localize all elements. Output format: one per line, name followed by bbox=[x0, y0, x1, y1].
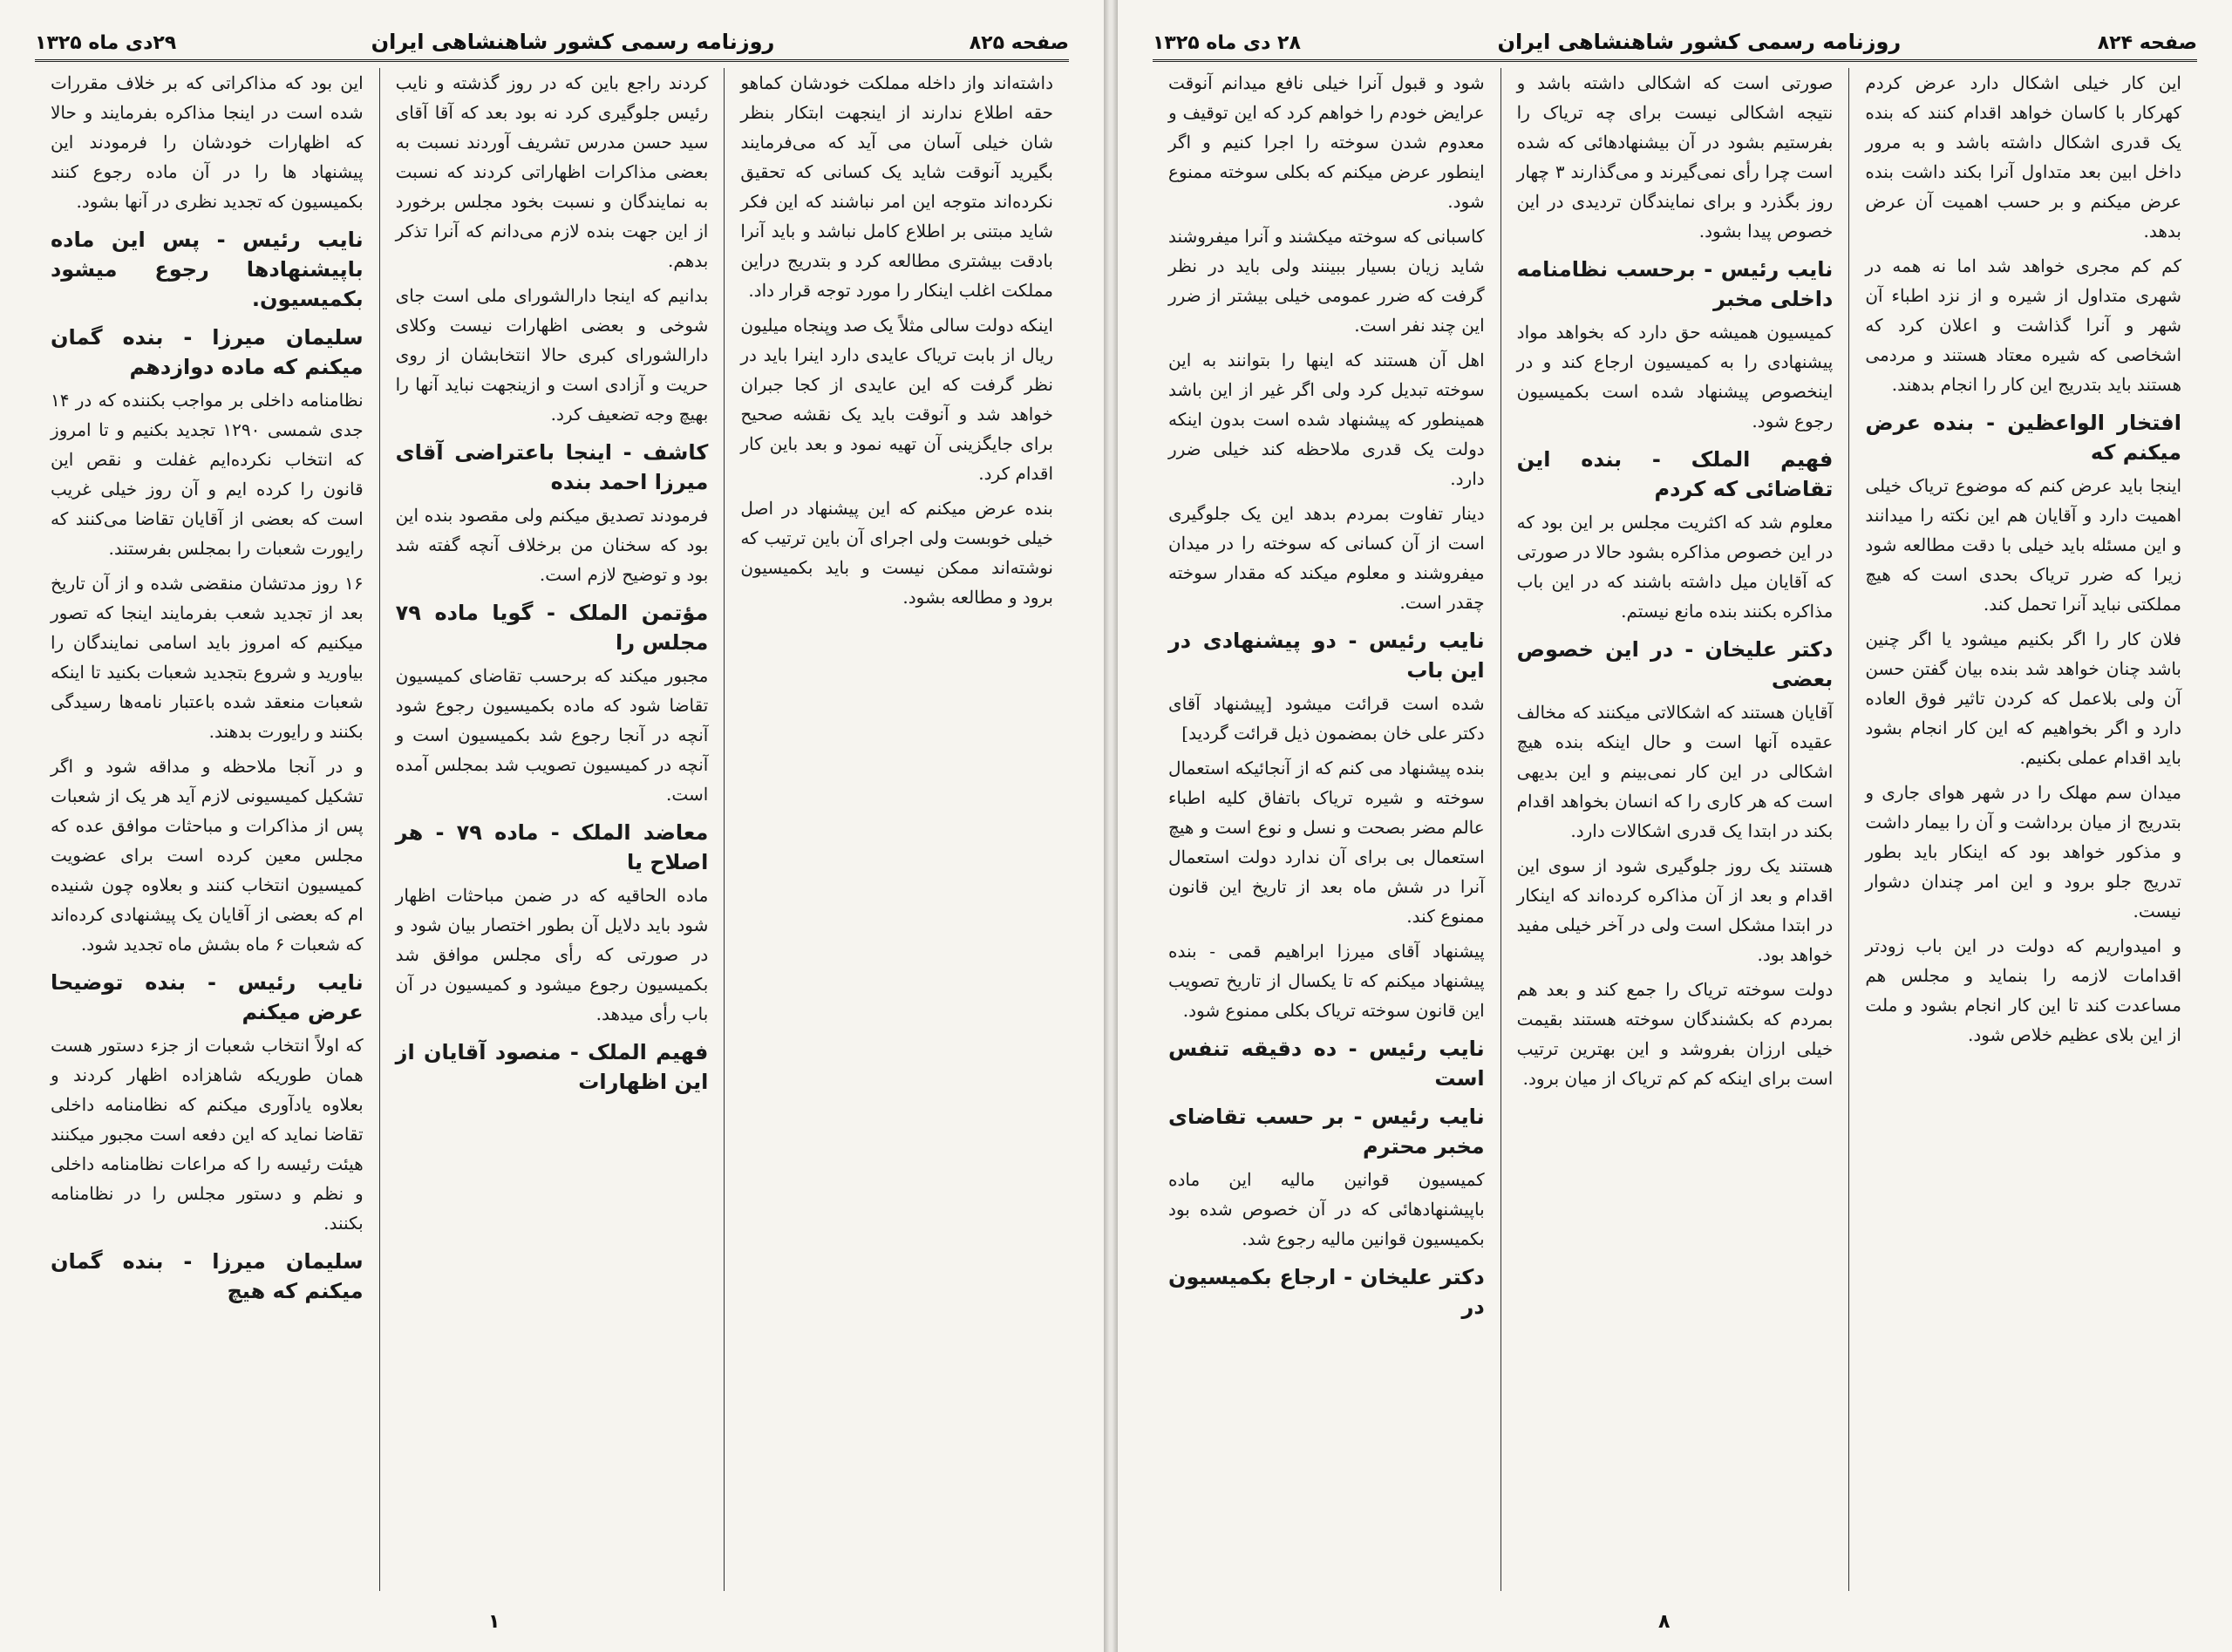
left-page-columns bbox=[35, 68, 1069, 1591]
right-page-label: صفحه ۸۲۴ bbox=[2097, 32, 2197, 54]
speaker-heading: نایب رئیس - ده دقیقه تنفس است bbox=[1167, 1037, 1485, 1091]
paragraph: شود و قبول آنرا خیلی نافع میدانم آنوقت عرایض خودم را خواهم کرد که این توقیف و معدوم شدن سوخته را اجرا کنیم و اگر اینطور عرض میکنم که بکلی سوخته ممنوع شود. bbox=[1167, 72, 1485, 212]
speaker-heading: نایب رئیس - بر حسب تقاضای مخبر محترم bbox=[1167, 1105, 1485, 1159]
paragraph: صورتی است که اشکالی داشته باشد و نتیجه اشکالی نیست برای چه تریاک را بفرستیم بشود در آن بیشنهادهائی که شده است چرا رأی نمی‌گیرند و می‌گذارند ۳ چهار روز بگذرد و برای نمایندگان تردیدی در این خصوص پیدا بشود. bbox=[1516, 72, 1834, 241]
paragraph: ماده الحاقیه که در ضمن مباحثات اظهار شود باید دلایل آن بطور اختصار بیان شود و در صورتی که رأی مجلس موافق شد بکمیسیون رجوع میشود و کمیسیون در آن باب رأی میدهد. bbox=[395, 885, 709, 1024]
left-page-footer-number: ۱ bbox=[488, 1611, 500, 1633]
paragraph: بنده عرض میکنم که این پیشنهاد در اصل خیلی خوبست ولی اجرای آن باین ترتیب که نوشته‌اند ممکن نیست و باید بکمیسیون برود و مطالعه بشود. bbox=[740, 498, 1053, 608]
speaker-heading: فهیم الملک - بنده این تقاضائی که کردم bbox=[1516, 447, 1834, 501]
speaker-heading: نایب رئیس - دو پیشنهادی در این باب bbox=[1167, 629, 1485, 683]
paragraph: بنده پیشنهاد می کنم که از آنجائیکه استعمال سوخته و شیره تریاک باتفاق کلیه اطباء عالم مضر بصحت و نسل و نوع است و هیچ استعمال بی برای آن ندارد دولت استعمال آنرا در شش ماه بعد از تاریخ این قانون ممنوع کند. bbox=[1167, 758, 1485, 927]
paragraph: کم کم مجری خواهد شد اما نه همه در شهری متداول از شیره و از نزد اطباء آن شهر و آنرا گذاشت و اعلان کرد که اشخاصی که شیره معتاد هستند و مردمی هستند باید بتدریج این کار را انجام بدهند. bbox=[1865, 255, 2181, 395]
paragraph: اینجا باید عرض کنم که موضوع تریاک خیلی اهمیت دارد و آقایان هم این نکته را میدانند و این مسئله باید خیلی با دقت مطالعه شود زیرا که ضرر تریاک بحدی است که هیچ مملکتی نباید آنرا تحمل کند. bbox=[1865, 475, 2181, 615]
paragraph: و امیدواریم که دولت در این باب زودتر اقدامات لازمه را بنماید و مجلس هم مساعدت کند تا این کار انجام بشود و ملت از این بلای عظیم خلاص شود. bbox=[1865, 935, 2181, 1045]
right-page-header bbox=[1153, 23, 2197, 62]
paragraph: آقایان هستند که اشکالاتی میکنند که مخالف عقیده آنها است و حال اینکه بنده هیچ اشکالی در این کار نمی‌بینم و این بدیهی است که هر کاری را که انسان بخواهد اقدام بکند در ابتدا یک قدری اشکالات دارد. bbox=[1516, 702, 1834, 841]
right-page-column bbox=[1848, 68, 2197, 1591]
paragraph: داشته‌اند واز داخله مملکت خودشان کماهو حقه اطلاع ندارند از اینجهت ابتکار بنظر شان خیلی آسان می آید که می‌فرمایند بگیرید آنوقت شاید یک کسانی که تحقیق نکرده‌اند متوجه این امر نباشند که این فکر شاید مبتنی بر اطلاع کامل نباشد و باید آنرا بادقت بیشتری مطالعه کرد و بتدریج دراین مملکت اغلب اینکار را مورد توجه قرار داد. bbox=[740, 72, 1053, 301]
speaker-heading: دکتر علیخان - در این خصوص بعضی bbox=[1516, 637, 1834, 691]
right-page-footer-number: ۸ bbox=[1658, 1611, 1671, 1633]
left-page-date: ۲۹دی ماه ۱۳۲۵ bbox=[35, 32, 177, 54]
paragraph: کردند راجع باین که در روز گذشته و نایب رئیس جلوگیری کرد نه بود بعد که آقا آقای سید حسن مدرس تشریف آوردند نسبت به بعضی مذاکرات اظهاراتی کردند که نسبت به نمایندگان و نسبت بخود مجلس برخورد از این جهت بنده لازم می‌دانم که آنرا تذکر بدهم. bbox=[395, 72, 709, 271]
right-page-columns bbox=[1153, 68, 2197, 1591]
paragraph: کمیسیون قوانین مالیه این ماده باپیشنهادهائی که در آن خصوص شده بود بکمیسیون قوانین مالیه رجوع شد. bbox=[1167, 1169, 1485, 1249]
paragraph: ۱۶ روز مدتشان منقضی شده و از آن تاریخ بعد از تجدید شعب بفرمایند اینجا که تصور میکنیم که امروز باید اسامی نمایندگان را بیاورید و شروع بتجدید شعبات بکنید تا اینکه شعبات منعقد شده باعتبار نامه‌ها رسیدگی بکنند و رایورت بدهند. bbox=[50, 573, 364, 742]
speaker-heading: نایب رئیس - بنده توضیحا عرض میکنم bbox=[50, 970, 364, 1024]
speaker-heading: سلیمان میرزا - بنده گمان میکنم که هیچ bbox=[50, 1249, 364, 1303]
speaker-heading: دکتر علیخان - ارجاع بکمیسیون در bbox=[1167, 1265, 1485, 1319]
speaker-heading: نایب رئیس - برحسب نظامنامه داخلی مخبر bbox=[1516, 257, 1834, 311]
speaker-heading: معاضد الملک - ماده ۷۹ - هر اصلاح یا bbox=[395, 820, 709, 874]
left-page bbox=[0, 0, 1104, 1652]
paragraph: این کار خیلی اشکال دارد عرض کردم کهرکار با کاسان خواهد اقدام کنند که بنده یک قدری اشکال داشته باشد و به مرور داخل ابین بعد متداول آنرا بکند داشت بنده عرض میکنم و بر حسب اهمیت آن عرض بدهد. bbox=[1865, 72, 2182, 241]
left-page-column bbox=[379, 68, 725, 1591]
speaker-heading: فهیم الملک - منصود آقایان از این اظهارات bbox=[395, 1040, 709, 1094]
left-page-title: روزنامه رسمی کشور شاهنشاهی ایران bbox=[371, 30, 775, 54]
paragraph: هستند یک روز جلوگیری شود از سوی این اقدام و بعد از آن مذاکره کرده‌اند که اینکار در ابتدا مشکل است ولی در آخر خیلی مفید خواهد بود. bbox=[1516, 855, 1834, 965]
page-gutter bbox=[1104, 0, 1118, 1652]
right-page bbox=[1118, 0, 2232, 1652]
left-page-column bbox=[35, 68, 379, 1591]
speaker-heading: سلیمان میرزا - بنده گمان میکنم که ماده دوازدهم bbox=[50, 325, 364, 379]
left-page-header bbox=[35, 23, 1069, 62]
paragraph: کاسبانی که سوخته میکشند و آنرا میفروشند شاید زیان بسیار ببینند ولی باید در نظر گرفت که ضرر عمومی خیلی بیشتر از ضرر این چند نفر است. bbox=[1167, 226, 1485, 336]
paragraph: و در آنجا ملاحظه و مداقه شود و اگر تشکیل کمیسیونی لازم آید هر یک از شعبات پس از مذاکرات و مباحثات موافق عده که مجلس معین کرده است برای عضویت کمیسیون انتخاب کنند و بعلاوه چون شنیده ام که بعضی از آقایان یک پیشنهادی کرده‌اند که شعبات ۶ ماه بشش ماه تجدید شود. bbox=[50, 756, 364, 955]
paragraph: فلان کار را اگر بکنیم میشود یا اگر چنین باشد چنان خواهد شد بنده بیان گفتن حسن آن ولی بلاعمل که کردن تاثیر فوق العاده دارد و اگر بخواهیم که این کار انجام بشود باید اقدام عملی بکنیم. bbox=[1865, 629, 2181, 768]
paragraph: دینار تفاوت بمردم بدهد این یک جلوگیری است از آن کسانی که سوخته را در میدان میفروشند و معلوم میکند که مقدار سوخته چقدر است. bbox=[1167, 503, 1485, 613]
right-page-column bbox=[1153, 68, 1500, 1591]
paragraph: شده است قرائت میشود [پیشنهاد آقای دکتر علی خان بمضمون ذیل قرائت گردید] bbox=[1167, 693, 1485, 744]
paragraph: دولت سوخته تریاک را جمع کند و بعد هم بمردم که بکشندگان سوخته هستند بقیمت خیلی ارزان بفروشد و این بهترین ترتیب است برای اینکه کم کم تریاک از میان برود. bbox=[1516, 979, 1834, 1089]
speaker-heading: کاشف - اینجا باعتراضی آقای میرزا احمد بنده bbox=[395, 440, 709, 494]
paragraph: این بود که مذاکراتی که بر خلاف مقررات شده است در اینجا مذاکره بفرمایند و حالا که اظهارات خودشان را فرمودند این پیشنهاد ها را در آن ماده رجوع کنند بکمیسیون که تجدید نظری در آنها بشود. bbox=[50, 72, 364, 212]
paragraph: پیشنهاد آقای میرزا ابراهیم قمی - بنده پیشنهاد میکنم که تا یکسال از تاریخ تصویب این قانون سوخته تریاک بکلی ممنوع شود. bbox=[1167, 941, 1485, 1021]
left-page-label: صفحه ۸۲۵ bbox=[969, 32, 1069, 54]
paragraph: کمیسیون همیشه حق دارد که بخواهد مواد پیشنهادی را به کمیسیون ارجاع کند و در اینخصوص پیشنهاد شده است بکمیسیون رجوع شود. bbox=[1516, 322, 1834, 432]
right-page-date: ۲۸ دی ماه ۱۳۲۵ bbox=[1153, 32, 1301, 54]
right-page-title: روزنامه رسمی کشور شاهنشاهی ایران bbox=[1497, 30, 1902, 54]
paragraph: اهل آن هستند که اینها را بتوانند به این سوخته تبدیل کرد ولی اگر غیر از این باشد همینطور که پیشنهاد شده است بدون اینکه دولت یک قدری ملاحظه کند خیلی ضرر دارد. bbox=[1167, 350, 1485, 489]
paragraph: معلوم شد که اکثریت مجلس بر این بود که در این خصوص مذاکره بشود حالا در صورتی که آقایان میل داشته باشند که در این باب مذاکره بکنند بنده مانع نیستم. bbox=[1516, 512, 1834, 622]
speaker-heading: افتخار الواعظین - بنده عرض میکنم که bbox=[1865, 411, 2181, 465]
speaker-heading: مؤتمن الملک - گویا ماده ۷۹ مجلس را bbox=[395, 601, 709, 655]
left-page-column bbox=[724, 68, 1069, 1591]
speaker-heading: نایب رئیس - پس این ماده باپیشنهادها رجوع میشود بکمیسیون. bbox=[50, 228, 364, 311]
paragraph: فرمودند تصدیق میکنم ولی مقصود بنده این بود که سخنان من برخلاف آنچه گفته شد بود و توضیح لازم است. bbox=[395, 505, 709, 585]
paragraph: اینکه دولت سالی مثلاً یک صد وپنجاه میلیون ریال از بابت تریاک عایدی دارد اینرا باید در نظر گرفت که این عایدی از کجا جبران خواهد شد و آنوقت باید یک نقشه صحیح برای جایگزینی آن تهیه نمود و بعد باین کار اقدام کرد. bbox=[740, 315, 1053, 484]
right-page-column bbox=[1500, 68, 1849, 1591]
paragraph: که اولاً انتخاب شعبات از جزء دستور هست همان طوریکه شاهزاده اظهار کردند و بعلاوه یادآوری میکنم که نظامنامه داخلی تقاضا نماید که این دفعه است مجبور میکنند هیئت رئیسه را که مراعات نظامنامه داخلی و نظم و دستور مجلس را در نظامنامه بکنند. bbox=[50, 1035, 364, 1234]
paragraph: نظامنامه داخلی بر مواجب بکننده که در ۱۴ جدی شمسی ۱۲۹۰ تجدید بکنیم و تا امروز که انتخاب نکرده‌ایم غفلت و نقص این قانون را کرده ایم و آن روز خیلی غریب است که بعضی از آقایان تقاضا می‌کنند که رایورت شعبات را بمجلس بفرستند. bbox=[50, 390, 364, 559]
paragraph: مجبور میکند که برحسب تقاضای کمیسیون تقاضا شود که ماده بکمیسیون رجوع شود آنچه در آنجا رجوع شد بکمیسیون است و آنچه در کمیسیون تصویب شد بمجلس آمده است. bbox=[395, 665, 709, 805]
paragraph: بدانیم که اینجا دارالشورای ملی است جای شوخی و بعضی اظهارات نیست وکلای دارالشورای کبری حالا انتخابشان از روی حریت و آزادی است و ازینجهت نباید آنها را بهیچ وجه تضعیف کرد. bbox=[395, 285, 709, 425]
paragraph: میدان سم مهلک را در شهر هوای جاری و بتدریج از میان برداشت و آن را بیمار داشت و مذکور خواهد بود که اینکار باید بطور تدریج جلو برود و این امر چندان دشوار نیست. bbox=[1865, 782, 2181, 921]
